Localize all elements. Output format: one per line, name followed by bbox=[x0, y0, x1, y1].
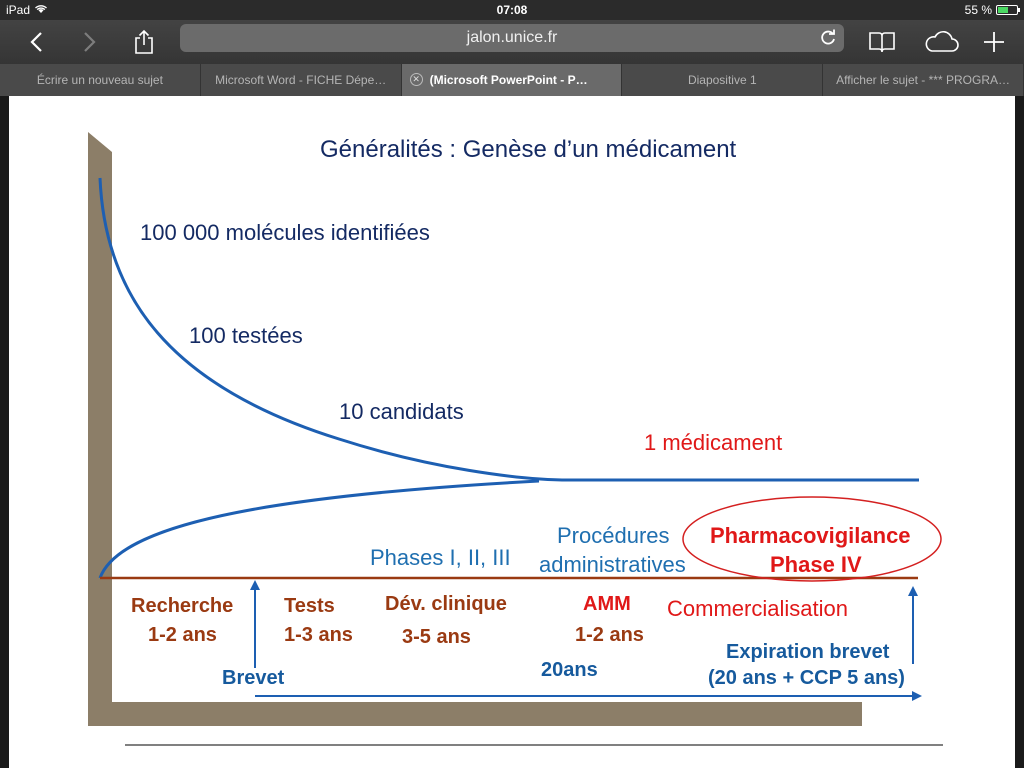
period-arrowhead bbox=[912, 691, 922, 701]
browser-toolbar bbox=[0, 20, 1024, 64]
expiration-arrowhead bbox=[908, 586, 918, 596]
label-expiration-ccp: (20 ans + CCP 5 ans) bbox=[708, 667, 905, 689]
label-recherche: Recherche bbox=[131, 595, 234, 617]
chevron-right-icon bbox=[83, 31, 97, 53]
label-administratives: administratives bbox=[539, 552, 686, 577]
bookmarks-button[interactable] bbox=[866, 26, 898, 58]
tab-powerpoint-label: (Microsoft PowerPoint - P… bbox=[429, 73, 588, 87]
tab-ecrire-sujet[interactable]: Écrire un nouveau sujet bbox=[0, 64, 201, 96]
battery-percent: 55 % bbox=[964, 3, 992, 17]
close-tab-icon[interactable]: ✕ bbox=[410, 73, 423, 86]
address-bar[interactable] bbox=[180, 24, 844, 52]
label-pharmacovigilance: Pharmacovigilance bbox=[710, 523, 911, 548]
cloud-icon bbox=[924, 30, 960, 54]
label-amm: AMM bbox=[583, 593, 631, 615]
book-icon bbox=[868, 30, 896, 54]
chevron-left-icon bbox=[29, 31, 43, 53]
label-recherche-duration: 1-2 ans bbox=[148, 624, 217, 646]
label-procedures: Procédures bbox=[557, 523, 670, 548]
tab-bar bbox=[0, 64, 1024, 96]
icloud-tabs-button[interactable] bbox=[922, 26, 962, 58]
label-drug: 1 médicament bbox=[644, 430, 783, 455]
battery-level bbox=[998, 7, 1008, 13]
label-phase-iv: Phase IV bbox=[770, 552, 862, 577]
new-tab-button[interactable] bbox=[978, 26, 1010, 58]
tab-diapositive[interactable]: Diapositive 1 bbox=[622, 64, 823, 96]
share-button[interactable] bbox=[128, 26, 160, 58]
label-molecules: 100 000 molécules identifiées bbox=[140, 220, 430, 245]
label-phases: Phases I, II, III bbox=[370, 545, 511, 570]
label-dev-duration: 3-5 ans bbox=[402, 626, 471, 648]
tab-word-fiche[interactable]: Microsoft Word - FICHE Dépe… bbox=[201, 64, 402, 96]
battery-icon bbox=[996, 5, 1018, 15]
brevet-arrowhead bbox=[250, 580, 260, 590]
device-label: iPad bbox=[6, 3, 31, 17]
label-tests-duration: 1-3 ans bbox=[284, 624, 353, 646]
clock: 07:08 bbox=[496, 3, 528, 17]
status-bar bbox=[0, 0, 1024, 20]
slide-canvas bbox=[9, 96, 1015, 768]
plus-icon bbox=[983, 31, 1005, 53]
slide-title: Généralités : Genèse d’un médicament bbox=[320, 136, 737, 163]
label-total-duration: 20ans bbox=[541, 659, 598, 681]
back-button[interactable] bbox=[20, 26, 52, 58]
label-amm-duration: 1-2 ans bbox=[575, 624, 644, 646]
reload-icon bbox=[818, 28, 838, 48]
label-candidates: 10 candidats bbox=[339, 399, 464, 424]
share-icon bbox=[133, 29, 155, 55]
url-text: jalon.unice.fr bbox=[466, 29, 558, 46]
label-brevet: Brevet bbox=[222, 667, 285, 689]
status-right bbox=[965, 3, 1018, 17]
label-tested: 100 testées bbox=[189, 323, 303, 348]
reload-button[interactable] bbox=[818, 28, 838, 48]
tab-powerpoint[interactable] bbox=[402, 64, 623, 96]
forward-button[interactable] bbox=[74, 26, 106, 58]
label-commercialisation: Commercialisation bbox=[667, 596, 848, 621]
label-dev-clinique: Dév. clinique bbox=[385, 593, 507, 615]
tab-afficher-sujet[interactable]: Afficher le sujet - *** PROGRA… bbox=[823, 64, 1024, 96]
label-tests: Tests bbox=[284, 595, 335, 617]
label-expiration: Expiration brevet bbox=[726, 641, 890, 663]
